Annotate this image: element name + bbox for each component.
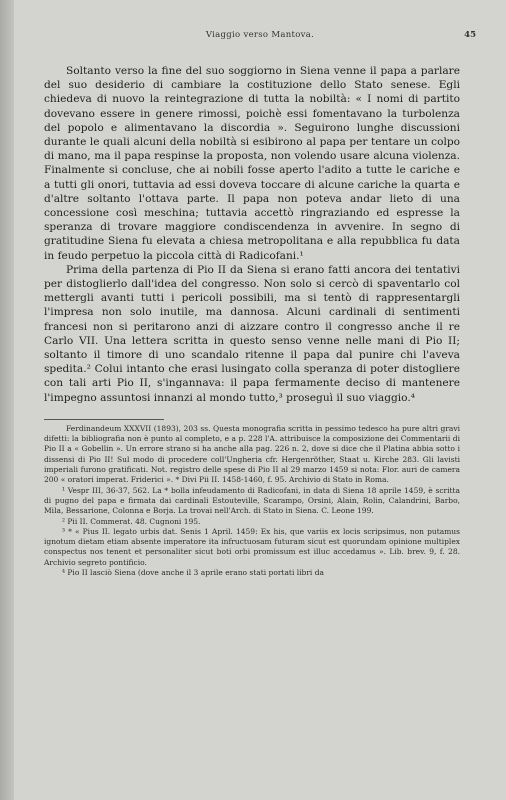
footnotes [44,424,460,578]
page-number: 45 [464,30,476,40]
main-text [44,64,460,578]
footnote: Ferdinandeum XXXVII (1893), 203 ss. Questa monografia scritta in pessimo tedesco ha pure altri gravi difetti: la bibliografia non è punto al completo, e a p. 228 l'A. attribuisce la composizione dei Commentarii di Pio II a « Gobellin ». Un errore strano si ha anche alla pag. 226 n. 2, dove si dice che il Platina abbia sotto i dissensi di Pio II! Sul modo di procedere coll'Ungheria cfr. Hergenröther, Staat u. Kirche 283. Gli lavisti imperiali furono gratificati. Not. registro delle spese di Pio II al 29 marzo 1459 si nota: Flor. auri de camera 200 « oratori imperat. Friderici ». * Divi Pii II. 1458-1460, f. 95. Archivio di Stato in Roma. [44,423,460,485]
page-gutter-shadow [0,0,14,800]
footnote: ⁴ Pio II lasciò Siena (dove anche il 3 aprile erano stati portati libri da [62,568,324,578]
book-page [14,0,506,800]
footnote: ³ * « Pius II. legato urbis dat. Senis 1 April. 1459: Ex his, que variis ex locis scripsimus, non putamus ignotum dietam etiam absente imperatore ita infructuosam futuram sicut est quorundam opinione multiplex conspectus nos tenent et personaliter sicut boti orbi promissum est illuc accedamus ». Lib. brev. 9, f. 28. Archivio segreto pontificio. [44,526,460,567]
footnote: ¹ Vespr III, 36-37, 562. La * bolla infeudamento di Radicofani, in data di Siena 18 aprile 1459, è scritta di pugno del papa e firmata dai cardinali Estouteville, Scarampo, Orsini, Alain, Rolin, Calandrini, Barbo, Mila, Bessarione, Colonna e Borja. La trovai nell'Arch. di Stato in Siena. C. Leone 199. [44,485,460,516]
footnote-divider [44,419,164,420]
running-title: Viaggio verso Mantova. [205,30,315,40]
paragraph: Prima della partenza di Pio II da Siena si erano fatti ancora dei tentativi per distoglierlo dall'idea del congresso. Non solo si cercò di spaventarlo col mettergli avanti tutti i pericoli possibili, ma si tentò di rappresentargli l'impresa non solo inutile, ma dannosa. Alcuni cardinali di sentimenti francesi non si peritarono anzi di aizzare contro il congresso anche il re Carlo VII. Una lettera scritta in questo senso venne nelle mani di Pio II; soltanto il timore di uno scandalo ritenne il papa dal punire chi l'aveva spedita.² Colui intanto che erasi lusingato colla speranza di poter distogliere con tali arti Pio II, s'ingannava: il papa fermamente deciso di mantenere l'impegno assuntosi innanzi al mondo tutto,³ proseguì il suo viaggio.⁴ [44,263,460,404]
paragraph: Soltanto verso la fine del suo soggiorno in Siena venne il papa a parlare del suo desiderio di cambiare la costituzione dello Stato senese. Egli chiedeva di nuovo la reintegrazione di tutta la nobiltà: « I nomi di partito dovevano essere in genere rimossi, poichè essi fomentavano la turbolenza del popolo e alimentavano la discordia ». Seguirono lunghe discussioni durante le quali alcuni della nobiltà si esibirono al papa per tentare un colpo di mano, ma il papa respinse la proposta, non volendo usare alcuna violenza. Finalmente si concluse, che ai nobili fosse aperto l'adito a tutte le cariche e a tutti gli onori, tuttavia ad essi doveva toccare di alcune cariche la quarta e d'altre soltanto l'ottava parte. Il papa non poteva andar lieto di una concessione così meschina; tuttavia accettò ringraziando ed espresse la speranza di trovare maggiore condiscendenza in avvenire. In segno di gratitudine Siena fu elevata a chiesa metropolitana e alla repubblica fu data in feudo perpetuo la piccola città di Radicofani.¹ [44,65,460,262]
footnote: ² Pii II. Commerat. 48. Cugnoni 195. [62,516,201,526]
